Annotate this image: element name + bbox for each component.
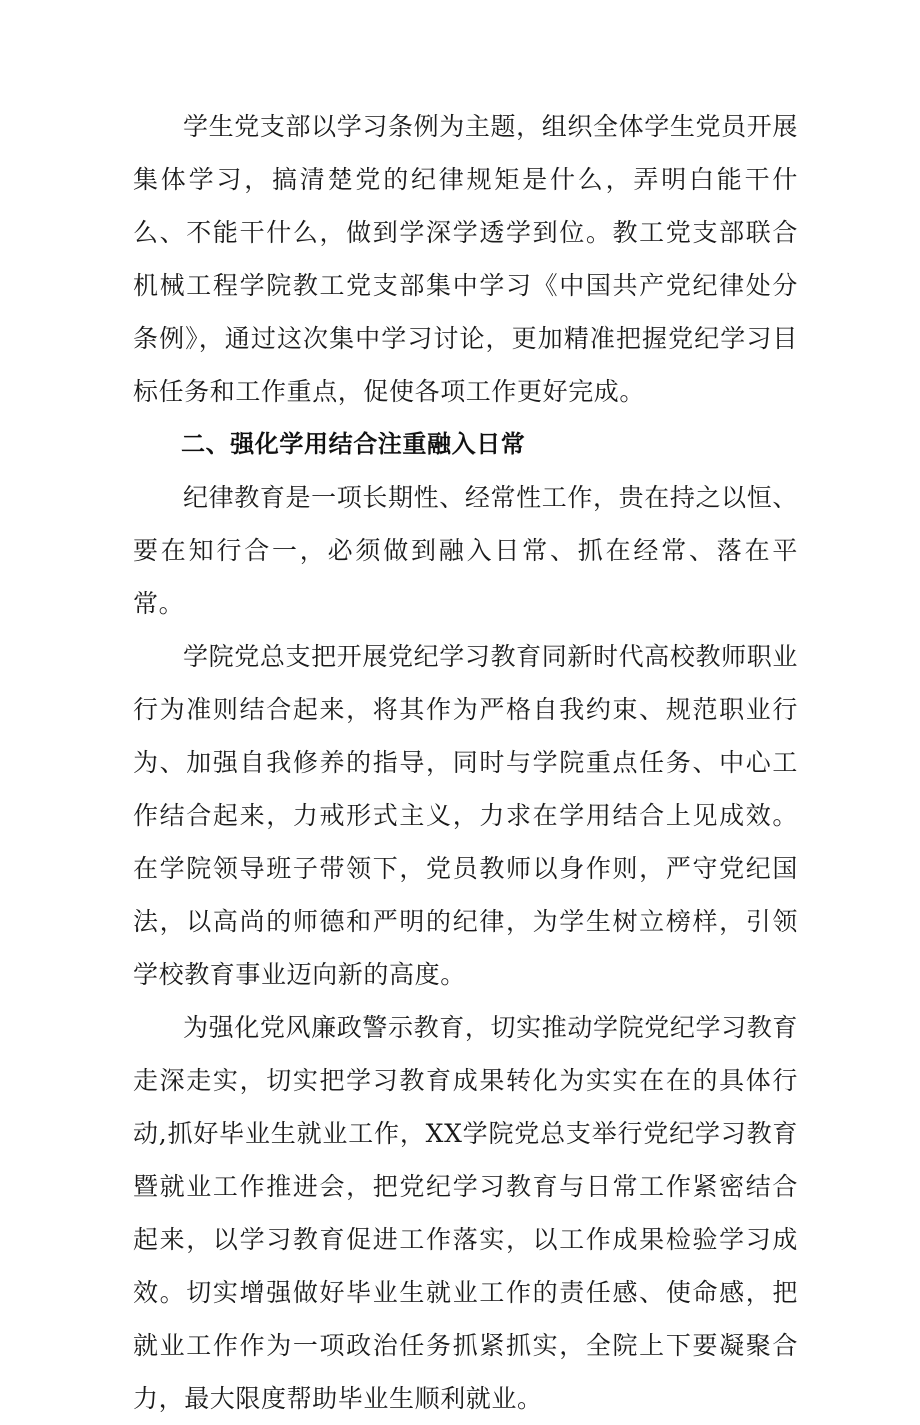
- section-heading: 二、强化学用结合注重融入日常: [181, 430, 526, 458]
- document-body: [133, 100, 798, 1425]
- paragraph-student-branch: 学生党支部以学习条例为主题，组织全体学生党员开展集体学习，搞清楚党的纪律规矩是什么，弄明白能干什么、不能干什么，做到学深学透学到位。教工党支部联合机械工程学院教工党支部集中学习《中国共产党纪律处分条例》，通过这次集中学习讨论，更加精准把握党纪学习目标任务和工作重点，促使各项工作更好完成。: [133, 112, 798, 406]
- paragraph-discipline-education: 纪律教育是一项长期性、经常性工作，贵在持之以恒、要在知行合一，必须做到融入日常、抓在经常、落在平常。: [133, 483, 798, 618]
- paragraph-college-branch: 学院党总支把开展党纪学习教育同新时代高校教师职业行为准则结合起来，将其作为严格自我约束、规范职业行为、加强自我修养的指导，同时与学院重点任务、中心工作结合起来，力戒形式主义，力求在学用结合上见成效。在学院领导班子带领下，党员教师以身作则，严守党纪国法，以高尚的师德和严明的纪律，为学生树立榜样，引领学校教育事业迈向新的高度。: [133, 642, 798, 989]
- paragraph-warning-education: 为强化党风廉政警示教育，切实推动学院党纪学习教育走深走实，切实把学习教育成果转化为实实在在的具体行动,抓好毕业生就业工作，XX学院党总支举行党纪学习教育暨就业工作推进会，把党纪学习教育与日常工作紧密结合起来，以学习教育促进工作落实，以工作成果检验学习成效。切实增强做好毕业生就业工作的责任感、使命感，把就业工作作为一项政治任务抓紧抓实，全院上下要凝聚合力，最大限度帮助毕业生顺利就业。: [133, 1013, 798, 1413]
